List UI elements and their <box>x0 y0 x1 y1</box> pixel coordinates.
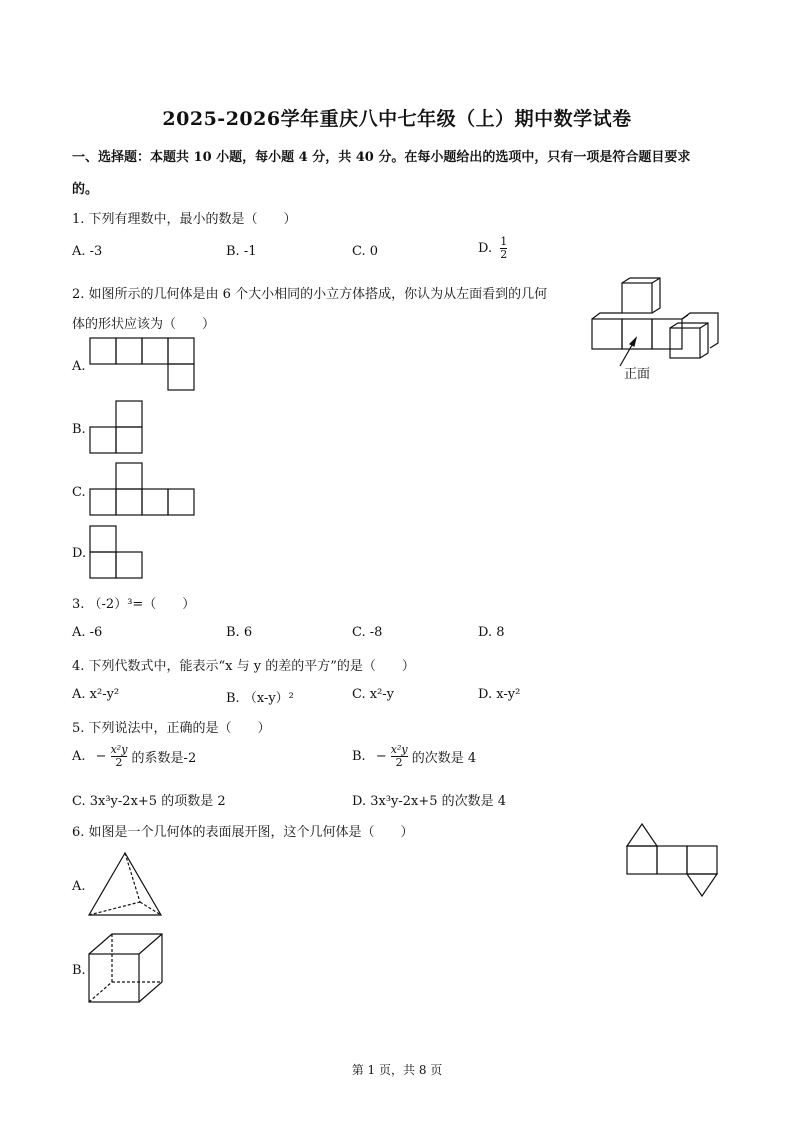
q2-option-a: A. <box>72 359 86 374</box>
q3-option-c: C. -8 <box>352 625 383 640</box>
q4-option-c: C. x²-y <box>352 687 395 702</box>
q1-d-denominator: 2 <box>500 248 508 261</box>
q4-option-d: D. x-y² <box>478 687 521 702</box>
q1-stem: 1. 下列有理数中，最小的数是（ ） <box>72 212 297 227</box>
q1-option-d-label: D. <box>478 241 493 256</box>
q1-option-c: C. 0 <box>352 244 379 259</box>
q1-option-b: B. -1 <box>226 244 257 259</box>
q3-option-b: B. 6 <box>226 625 253 640</box>
q1-option-d-fraction <box>500 236 507 261</box>
q2-option-a-figure <box>90 338 196 392</box>
q3-option-a: A. -6 <box>72 625 103 640</box>
q2-option-c: C. <box>72 485 86 500</box>
q1-option-a: A. -3 <box>72 244 103 259</box>
q6-option-b-cuboid <box>88 932 168 1004</box>
q2-solid-figure <box>588 278 728 388</box>
q2-stem-line1: 2. 如图所示的几何体是由 6 个大小相同的小立方体搭成，你认为从左面看到的几何 <box>72 287 548 302</box>
q5-a-label: A. <box>72 749 86 764</box>
q5-a-denominator: 2 <box>111 756 128 769</box>
q5-option-d: D. 3x³y-2x+5 的次数是 4 <box>352 794 507 809</box>
q6-stem: 6. 如图是一个几何体的表面展开图，这个几何体是（ ） <box>72 825 414 840</box>
q1-d-numerator: 1 <box>500 235 508 248</box>
q5-b-fraction <box>391 744 408 769</box>
q5-b-numerator: x²y <box>390 743 408 756</box>
q2-option-b-figure <box>90 401 144 455</box>
q6-option-a-pyramid <box>88 852 164 918</box>
q2-option-d: D. <box>72 546 87 561</box>
q5-b-denominator: 2 <box>391 756 408 769</box>
q2-option-b: B. <box>72 422 86 437</box>
q2-option-d-figure <box>90 526 144 580</box>
q6-net-figure <box>626 822 722 900</box>
q5-a-text: 的系数是-2 <box>131 751 197 766</box>
q5-a-fraction <box>111 744 128 769</box>
q3-stem: 3. （-2）³=（ ） <box>72 597 196 612</box>
q5-stem: 5. 下列说法中，正确的是（ ） <box>72 721 271 736</box>
q1-option-d <box>478 236 507 261</box>
section-heading-line1: 一、选择题：本题共 10 小题，每小题 4 分，共 40 分。在每小题给出的选项中，只有一项是符合题目要求 <box>72 150 691 165</box>
q5-option-b: B. − $\frac{\text{x²y}}{2}$ 的次数是 4 <box>352 743 477 769</box>
q5-a-numerator: x²y <box>110 743 128 756</box>
q6-option-a: A. <box>72 879 86 894</box>
q6-option-b: B. <box>72 963 86 978</box>
q2-front-label: 正面 <box>624 367 651 382</box>
q4-stem: 4. 下列代数式中，能表示“x 与 y 的差的平方”的是（ ） <box>72 659 415 674</box>
q5-option-a: A. − $\frac{\text{x²y}}{2}$ 的系数是-2 <box>72 743 197 769</box>
q5-b-text: 的次数是 4 <box>411 751 477 766</box>
q3-option-d: D. 8 <box>478 625 505 640</box>
q2-option-c-figure <box>90 463 196 517</box>
q5-b-label: B. <box>352 749 366 764</box>
q4-option-b: B. （x-y）² <box>226 691 294 706</box>
q4-option-a: A. x²-y² <box>72 687 120 702</box>
q2-stem-line2: 体的形状应该为（ ） <box>72 317 216 332</box>
page-title: 2025-2026学年重庆八中七年级（上）期中数学试卷 <box>162 108 632 130</box>
page-footer: 第 1 页，共 8 页 <box>351 1063 443 1077</box>
q5-option-c: C. 3x³y-2x+5 的项数是 2 <box>72 794 226 809</box>
section-heading-line2: 的。 <box>72 182 99 197</box>
